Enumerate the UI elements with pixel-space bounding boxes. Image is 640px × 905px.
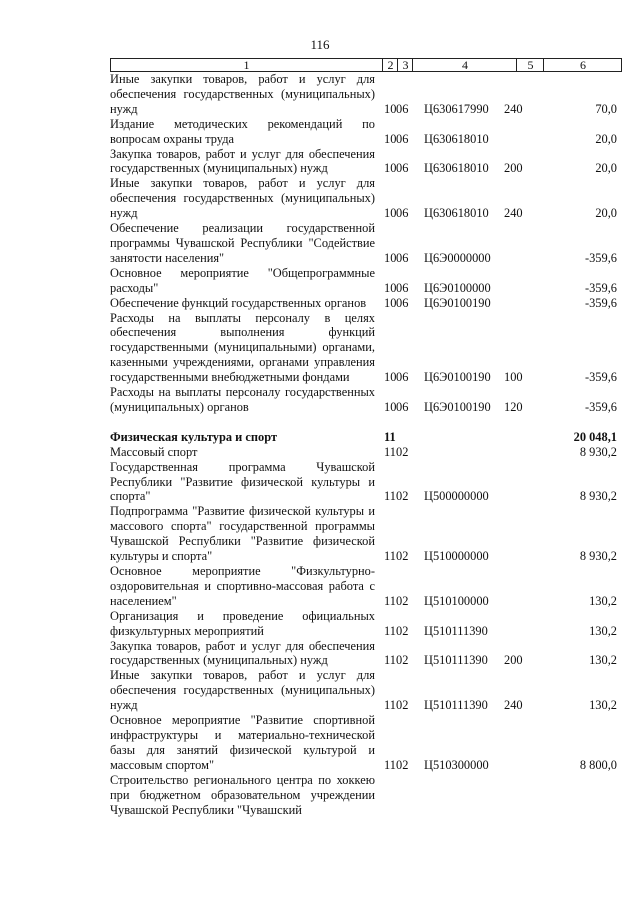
row-name: Закупка товаров, работ и услуг для обеспечения государственных (муниципальных) нужд — [110, 146, 375, 176]
column-header: 6 — [543, 59, 622, 71]
row-name: Массовый спорт — [110, 444, 198, 459]
row-subsection-code: 06 — [396, 399, 409, 414]
row-expense-type-code: 100 — [504, 370, 523, 385]
row-target-item-code: Ц510111390 — [424, 698, 488, 713]
row-name: Закупка товаров, работ и услуг для обеспечения государственных (муниципальных) нужд — [110, 638, 375, 668]
table-row — [110, 504, 622, 564]
row-name: Организация и проведение официальных физкультурных мероприятий — [110, 608, 375, 638]
table-row — [110, 773, 622, 818]
table-row — [110, 564, 622, 609]
section-row — [110, 430, 622, 445]
row-amount: 70,0 — [595, 101, 617, 116]
column-header: 5 — [516, 59, 544, 71]
row-subsection-code: 06 — [396, 295, 409, 310]
table-row — [110, 72, 622, 117]
table-row — [110, 176, 622, 221]
row-amount: -359,6 — [584, 370, 617, 385]
row-name: Государственная программа Чувашской Республики "Развитие физической культуры и спорта" — [110, 459, 375, 504]
row-section-code: 10 — [384, 370, 397, 385]
table-row — [110, 296, 622, 311]
table-row — [110, 460, 622, 505]
row-amount: 8 930,2 — [579, 489, 617, 504]
row-target-item-code: Ц630618010 — [424, 131, 489, 146]
table-row — [110, 713, 622, 773]
row-section-code: 11 — [384, 698, 396, 713]
row-subsection-code: 02 — [396, 623, 409, 638]
row-subsection-code: 06 — [396, 280, 409, 295]
row-subsection-code: 02 — [396, 444, 409, 459]
row-target-item-code: Ц6Э0100190 — [424, 370, 491, 385]
row-subsection-code: 02 — [396, 593, 409, 608]
row-target-item-code: Ц630617990 — [424, 101, 489, 116]
row-subsection-code: 06 — [396, 370, 409, 385]
budget-table — [110, 58, 622, 817]
row-target-item-code: Ц6Э0000000 — [424, 250, 491, 265]
row-name: Иные закупки товаров, работ и услуг для обеспечения государственных (муниципальных) нужд — [110, 176, 375, 221]
row-section-code: 11 — [384, 593, 396, 608]
row-name: Физическая культура и спорт — [110, 429, 278, 444]
column-header-row — [110, 58, 622, 72]
row-target-item-code: Ц630618010 — [424, 161, 489, 176]
row-name: Основное мероприятие "Физкультурно-оздоровительная и спортивно-массовая работа с населением" — [110, 564, 375, 608]
row-amount: 130,2 — [589, 653, 617, 668]
column-header: 2 — [382, 59, 398, 71]
row-expense-type-code: 240 — [504, 206, 523, 221]
table-row — [110, 266, 622, 296]
row-amount: -359,6 — [584, 250, 617, 265]
row-subsection-code: 06 — [396, 101, 409, 116]
row-amount: 8 930,2 — [579, 444, 617, 459]
row-section-code: 10 — [384, 161, 397, 176]
row-section-code: 11 — [384, 757, 396, 772]
row-name: Иные закупки товаров, работ и услуг для обеспечения государственных (муниципальных) нужд — [110, 668, 375, 713]
row-amount: 20,0 — [595, 206, 617, 221]
row-subsection-code: 02 — [396, 757, 409, 772]
column-header: 3 — [397, 59, 413, 71]
row-section-code: 11 — [384, 623, 396, 638]
row-expense-type-code: 240 — [504, 698, 523, 713]
row-amount: -359,6 — [584, 399, 617, 414]
table-row — [110, 385, 622, 415]
row-subsection-code: 02 — [396, 653, 409, 668]
table-row — [110, 311, 622, 386]
row-amount: 8 930,2 — [579, 549, 617, 564]
row-target-item-code: Ц510300000 — [424, 757, 489, 772]
row-name: Строительство регионального центра по хоккею при бюджетном образовательном учреждении Чувашской Республики "Чувашский — [110, 772, 375, 817]
row-name: Подпрограмма "Развитие физической культуры и массового спорта" государственной программы Чувашской Республики "Развитие физической культуры и спорта" — [110, 504, 375, 564]
row-section-code: 10 — [384, 280, 397, 295]
row-section-code: 11 — [384, 549, 396, 564]
row-section-code: 10 — [384, 206, 397, 221]
row-amount: 20,0 — [595, 161, 617, 176]
row-name: Расходы на выплаты персоналу в целях обеспечения выполнения функций государственными (муниципальными) органами, казенными учреждениями, органами управления государственными внебюджетными фондами — [110, 310, 375, 385]
table-row — [110, 117, 622, 147]
row-name: Обеспечение функций государственных органов — [110, 295, 367, 310]
row-name: Расходы на выплаты персоналу государственных (муниципальных) органов — [110, 385, 375, 414]
row-section-code: 10 — [384, 131, 397, 146]
row-subsection-code: 06 — [396, 250, 409, 265]
row-expense-type-code: 200 — [504, 653, 523, 668]
row-subsection-code: 06 — [396, 131, 409, 146]
row-target-item-code: Ц510000000 — [424, 549, 489, 564]
row-section-code: 11 — [384, 489, 396, 504]
row-section-code: 10 — [384, 399, 397, 414]
row-section-code: 10 — [384, 101, 397, 116]
row-section-code: 11 — [384, 653, 396, 668]
table-row — [110, 639, 622, 669]
table-row — [110, 445, 622, 460]
table-row — [110, 147, 622, 177]
row-name: Основное мероприятие "Развитие спортивной инфраструктуры и материально-технической базы для занятий физической культурой и массовым спортом" — [110, 713, 375, 772]
row-amount: 20 048,1 — [573, 429, 617, 444]
row-subsection-code: 06 — [396, 161, 409, 176]
row-section-code: 11 — [384, 444, 396, 459]
row-name: Обеспечение реализации государственной программы Чувашской Республики "Содействие занятости населения" — [110, 221, 375, 265]
row-target-item-code: Ц500000000 — [424, 489, 489, 504]
row-target-item-code: Ц630618010 — [424, 206, 489, 221]
table-row — [110, 668, 622, 713]
row-amount: -359,6 — [584, 280, 617, 295]
row-target-item-code: Ц6Э0100000 — [424, 280, 491, 295]
row-target-item-code: Ц510111390 — [424, 653, 488, 668]
row-amount: 130,2 — [589, 593, 617, 608]
page-number: 116 — [310, 37, 330, 52]
row-subsection-code: 02 — [396, 698, 409, 713]
row-name: Иные закупки товаров, работ и услуг для обеспечения государственных (муниципальных) нужд — [110, 72, 375, 116]
row-subsection-code: 06 — [396, 206, 409, 221]
column-header: 1 — [243, 58, 250, 72]
row-subsection-code: 02 — [396, 549, 409, 564]
row-target-item-code: Ц6Э0100190 — [424, 399, 491, 414]
row-subsection-code: 02 — [396, 489, 409, 504]
row-section-code: 10 — [384, 250, 397, 265]
row-section-code: 10 — [384, 295, 397, 310]
table-body — [110, 72, 622, 817]
row-name: Основное мероприятие "Общепрограммные расходы" — [110, 265, 375, 295]
row-amount: -359,6 — [584, 295, 617, 310]
row-expense-type-code: 200 — [504, 161, 523, 176]
row-expense-type-code: 240 — [504, 101, 523, 116]
table-row — [110, 609, 622, 639]
row-amount: 130,2 — [589, 698, 617, 713]
row-section-code: 11 — [384, 429, 396, 444]
row-amount: 20,0 — [595, 131, 617, 146]
row-name: Издание методических рекомендаций по вопросам охраны труда — [110, 116, 375, 146]
column-header: 4 — [412, 59, 517, 71]
row-amount: 8 800,0 — [579, 757, 617, 772]
row-expense-type-code: 120 — [504, 399, 523, 414]
row-target-item-code: Ц510111390 — [424, 623, 488, 638]
row-amount: 130,2 — [589, 623, 617, 638]
table-row — [110, 221, 622, 266]
row-target-item-code: Ц510100000 — [424, 593, 489, 608]
section-spacer — [110, 415, 622, 430]
row-target-item-code: Ц6Э0100190 — [424, 295, 491, 310]
